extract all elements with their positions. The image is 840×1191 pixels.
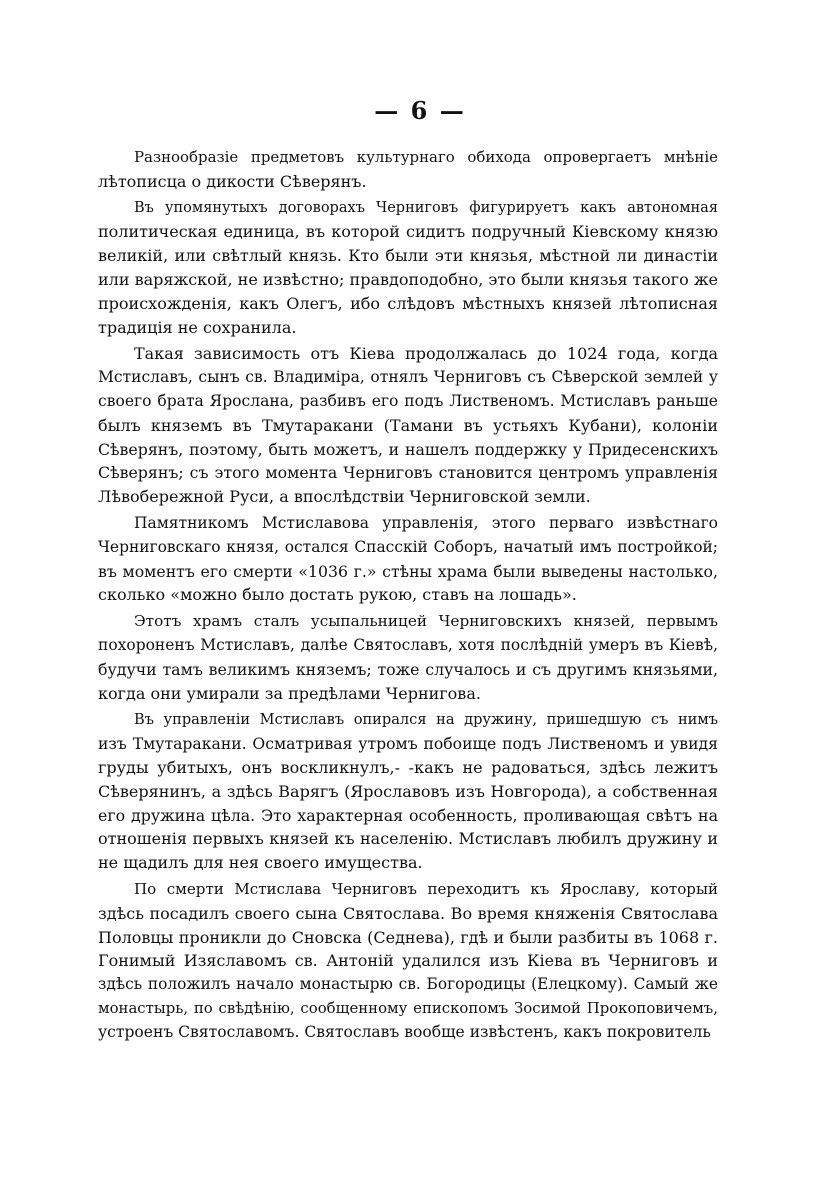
text-line: Сѣверянинъ, а здѣсь Варягъ (Ярославовъ изъ Новгорода), а собственная: [98, 781, 718, 801]
text-line: изъ Тмутаракани. Осматривая утромъ побоище подъ Лиственомъ и увидя: [98, 734, 718, 754]
text-line: когда они умирали за предѣлами Чернигова.: [98, 683, 481, 703]
text-line: его дружина цѣла. Это характерная особенность, проливающая свѣтъ на: [98, 805, 718, 825]
text-line: Черниговскаго князя, остался Спасскій Соборъ, начатый имъ постройкой;: [98, 537, 718, 556]
text-line: былъ княземъ въ Тмутаракани (Тамани въ устьяхъ Кубани), колоніи: [98, 415, 718, 435]
text-line: груды убитыхъ, онъ воскликнулъ,- -какъ не радоваться, здѣсь лежитъ: [98, 757, 718, 777]
text-line: традиція не сохранила.: [98, 317, 297, 337]
text-line: въ моментъ его смерти «1036 г.» стѣны храма были выведены настолько,: [98, 561, 718, 581]
text-line: или варяжской, не извѣстно; правдоподобно, это были князья такого же: [98, 269, 718, 289]
paragraph: [98, 197, 718, 340]
text-line: Такая зависимость отъ Кіева продолжалась до 1024 года, когда: [134, 344, 718, 364]
text-line: Половцы проникли до Сновска (Седнева), гдѣ и были разбиты въ 1068 г.: [98, 927, 718, 947]
paragraph: [98, 512, 718, 607]
text-line: Разнообразіе предметовъ культурнаго обихода опровергаетъ мнѣніе: [134, 148, 718, 166]
text-line: похороненъ Мстиславъ, далѣе Святославъ, хотя послѣдній умеръ въ Кіевѣ,: [98, 635, 718, 654]
paragraph: [98, 342, 718, 509]
text-line: здѣсь посадилъ своего сына Святослава. Во время княженія Святослава: [98, 903, 718, 923]
text-line: монастырь, по свѣдѣнію, сообщенному епископомъ Зосимой Прокоповичемъ,: [98, 998, 718, 1017]
text-line: лѣтописца о дикости Сѣверянъ.: [98, 171, 367, 191]
text-line: политическая единица, въ которой сидитъ подручный Кіевскому князю: [98, 222, 718, 242]
text-line: отношенія первыхъ князей къ населенію. Мстиславъ любилъ дружину и: [98, 829, 718, 849]
text-line: Лѣвобережной Руси, а впослѣдствіи Черниговской земли.: [98, 487, 591, 507]
text-line: Въ управленіи Мстиславъ опирался на дружину, пришедшую съ нимъ: [134, 711, 718, 729]
text-line: не щадилъ для нея своего имущества.: [98, 853, 423, 873]
page-number: — 6 —: [374, 96, 466, 125]
text-line: Въ упомянутыхъ договорахъ Черниговъ фигурируетъ какъ автономная: [134, 199, 718, 216]
text-line: великій, или свѣтлый князь. Кто были эти князья, мѣстной ли династіи: [98, 246, 718, 266]
text-line: По смерти Мстислава Черниговъ переходитъ къ Ярославу, который: [134, 879, 718, 898]
text-line: Памятникомъ Мстиславова управленія, этого перваго извѣстнаго: [134, 513, 718, 532]
paragraph: [98, 610, 718, 705]
text-line: Сѣверянъ; съ этого момента Черниговъ становится центромъ управленія: [98, 463, 718, 483]
text-line: Этотъ храмъ сталъ усыпальницей Черниговскихъ князей, первымъ: [134, 612, 718, 631]
text-line: будучи тамъ великимъ княземъ; тоже случалось и съ другимъ князьями,: [98, 659, 718, 679]
text-line: Сѣверянъ, поэтому, быть можетъ, и нашелъ поддержку у Придесенскихъ: [98, 439, 718, 459]
paragraph: [98, 146, 718, 194]
paragraph: [98, 708, 718, 875]
text-line: происхожденія, какъ Олегъ, ибо слѣдовъ мѣстныхъ князей лѣтописная: [98, 293, 718, 313]
paragraph: [98, 878, 718, 1045]
text-line: здѣсь положилъ начало монастырю св. Богородицы (Елецкому). Самый же: [98, 975, 718, 994]
text-line: устроенъ Святославомъ. Святославъ вообще извѣстенъ, какъ покровитель: [98, 1022, 711, 1041]
text-line: Мстиславъ, сынъ св. Владиміра, отнялъ Черниговъ съ Сѣверской землей у: [98, 368, 718, 387]
text-line: своего брата Ярослана, разбивъ его подъ Лиственомъ. Мстиславъ раньше: [98, 391, 718, 410]
text-line: Гонимый Изяславомъ св. Антоній удалился изъ Кіева въ Черниговъ и: [98, 951, 718, 971]
text-line: сколько «можно было достать рукою, ставъ на лошадь».: [98, 585, 577, 605]
body-text: [98, 146, 718, 1047]
